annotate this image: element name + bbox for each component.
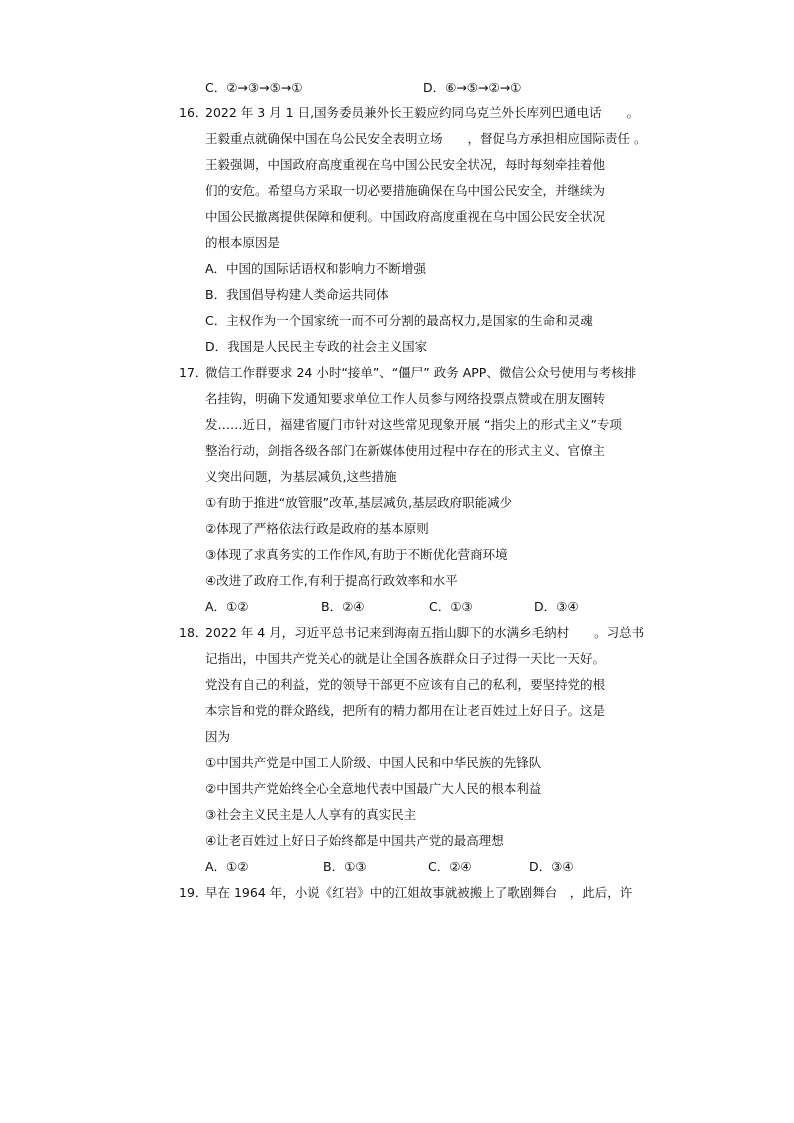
question-17-line-2: 名挂钩，明确下发通知要求单位工作人员参与网络投票点赞或在朋友圈转 [205, 391, 606, 406]
question-17-statement-2: ②体现了严格依法行政是政府的基本原则 [205, 521, 429, 536]
question-18-number: 18． [179, 625, 208, 640]
question-17-line-4: 整治行动，剑指各级各部门在新媒体使用过程中存在的形式主义、官僚主 [205, 443, 606, 458]
question-17-answer-c: C．①③ [429, 599, 473, 614]
question-17-line-3: 发……近日，福建省厦门市针对这些常见现象开展 “指尖上的形式主义”专项 [205, 417, 622, 432]
question-16-line-5: 中国公民撤离提供保障和便利。中国政府高度重视在乌中国公民安全状况 [205, 209, 606, 224]
question-18-line-3: 党没有自己的利益，党的领导干部更不应该有自己的私利，要坚持党的根 [205, 677, 606, 692]
question-16-line-6: 的根本原因是 [205, 235, 281, 250]
question-16-line-3: 王毅强调，中国政府高度重视在乌中国公民安全状况，每时每刻牵挂着他 [205, 157, 606, 172]
question-18-statement-1: ①中国共产党是中国工人阶级、中国人民和中华民族的先锋队 [205, 755, 542, 770]
question-16-line-2: 王毅重点就确保中国在乌公民安全表明立场 ，督促乌方承担相应国际责任 。 [205, 131, 647, 146]
question-17-answer-d: D．③④ [534, 599, 579, 614]
question-18-line-5: 因为 [205, 729, 231, 744]
question-17-answer-b: B．②④ [321, 599, 365, 614]
prev-option-d: D．⑥→⑤→②→① [423, 80, 522, 95]
question-18-statement-4: ④让老百姓过上好日子始终都是中国共产党的最高理想 [205, 833, 504, 848]
question-16-line-1: 2022 年 3 月 1 日,国务委员兼外长王毅应约同乌克兰外长库列巴通电话 。 [205, 105, 640, 120]
question-18-answer-d: D．③④ [529, 859, 574, 874]
question-19-number: 19． [179, 885, 208, 900]
question-19-line-1: 早在 1964 年，小说《红岩》中的江姐故事就被搬上了歌剧舞台 ，此后，许 [205, 885, 633, 900]
question-18-line-2: 记指出，中国共产党关心的就是让全国各族群众日子过得一天比一天好。 [205, 651, 606, 666]
question-16-option-d: D．我国是人民民主专政的社会主义国家 [205, 339, 428, 354]
question-18-statement-2: ②中国共产党始终全心全意地代表中国最广大人民的根本利益 [205, 781, 542, 796]
prev-option-c: C．②→③→⑤→① [205, 80, 303, 95]
question-18-answer-c: C．②④ [428, 859, 472, 874]
question-18-answer-b: B．①③ [323, 859, 367, 874]
question-17-line-1: 微信工作群要求 24 小时“接单”、“僵尸” 政务 APP、微信公众号使用与考核排 [205, 365, 637, 380]
question-18-line-1: 2022 年 4 月，习近平总书记来到海南五指山脚下的水满乡毛纳村 。习总书 [205, 625, 645, 640]
question-16-line-4: 们的安危。希望乌方采取一切必要措施确保在乌中国公民安全，并继续为 [205, 183, 606, 198]
question-17-statement-1: ①有助于推进“放管服”改革,基层减负,基层政府职能减少 [205, 495, 513, 510]
question-18-line-4: 本宗旨和党的群众路线，把所有的精力都用在让老百姓过上好日子。这是 [205, 703, 606, 718]
question-17-line-5: 义突出问题，为基层减负,这些措施 [205, 469, 397, 484]
question-18-statement-3: ③社会主义民主是人人享有的真实民主 [205, 807, 417, 822]
question-17-number: 17． [179, 365, 208, 380]
question-16-option-b: B．我国倡导构建人类命运共同体 [205, 287, 389, 302]
question-18-answer-a: A．①② [205, 859, 249, 874]
question-16-option-a: A．中国的国际话语权和影响力不断增强 [205, 261, 427, 276]
question-17-statement-3: ③体现了求真务实的工作作风,有助于不断优化营商环境 [205, 547, 508, 562]
question-17-answer-a: A．①② [205, 599, 249, 614]
question-16-option-c: C．主权作为一个国家统一而不可分割的最高权力,是国家的生命和灵魂 [205, 313, 593, 328]
question-17-statement-4: ④改进了政府工作,有利于提高行政效率和水平 [205, 573, 458, 588]
question-16-number: 16． [179, 105, 208, 120]
